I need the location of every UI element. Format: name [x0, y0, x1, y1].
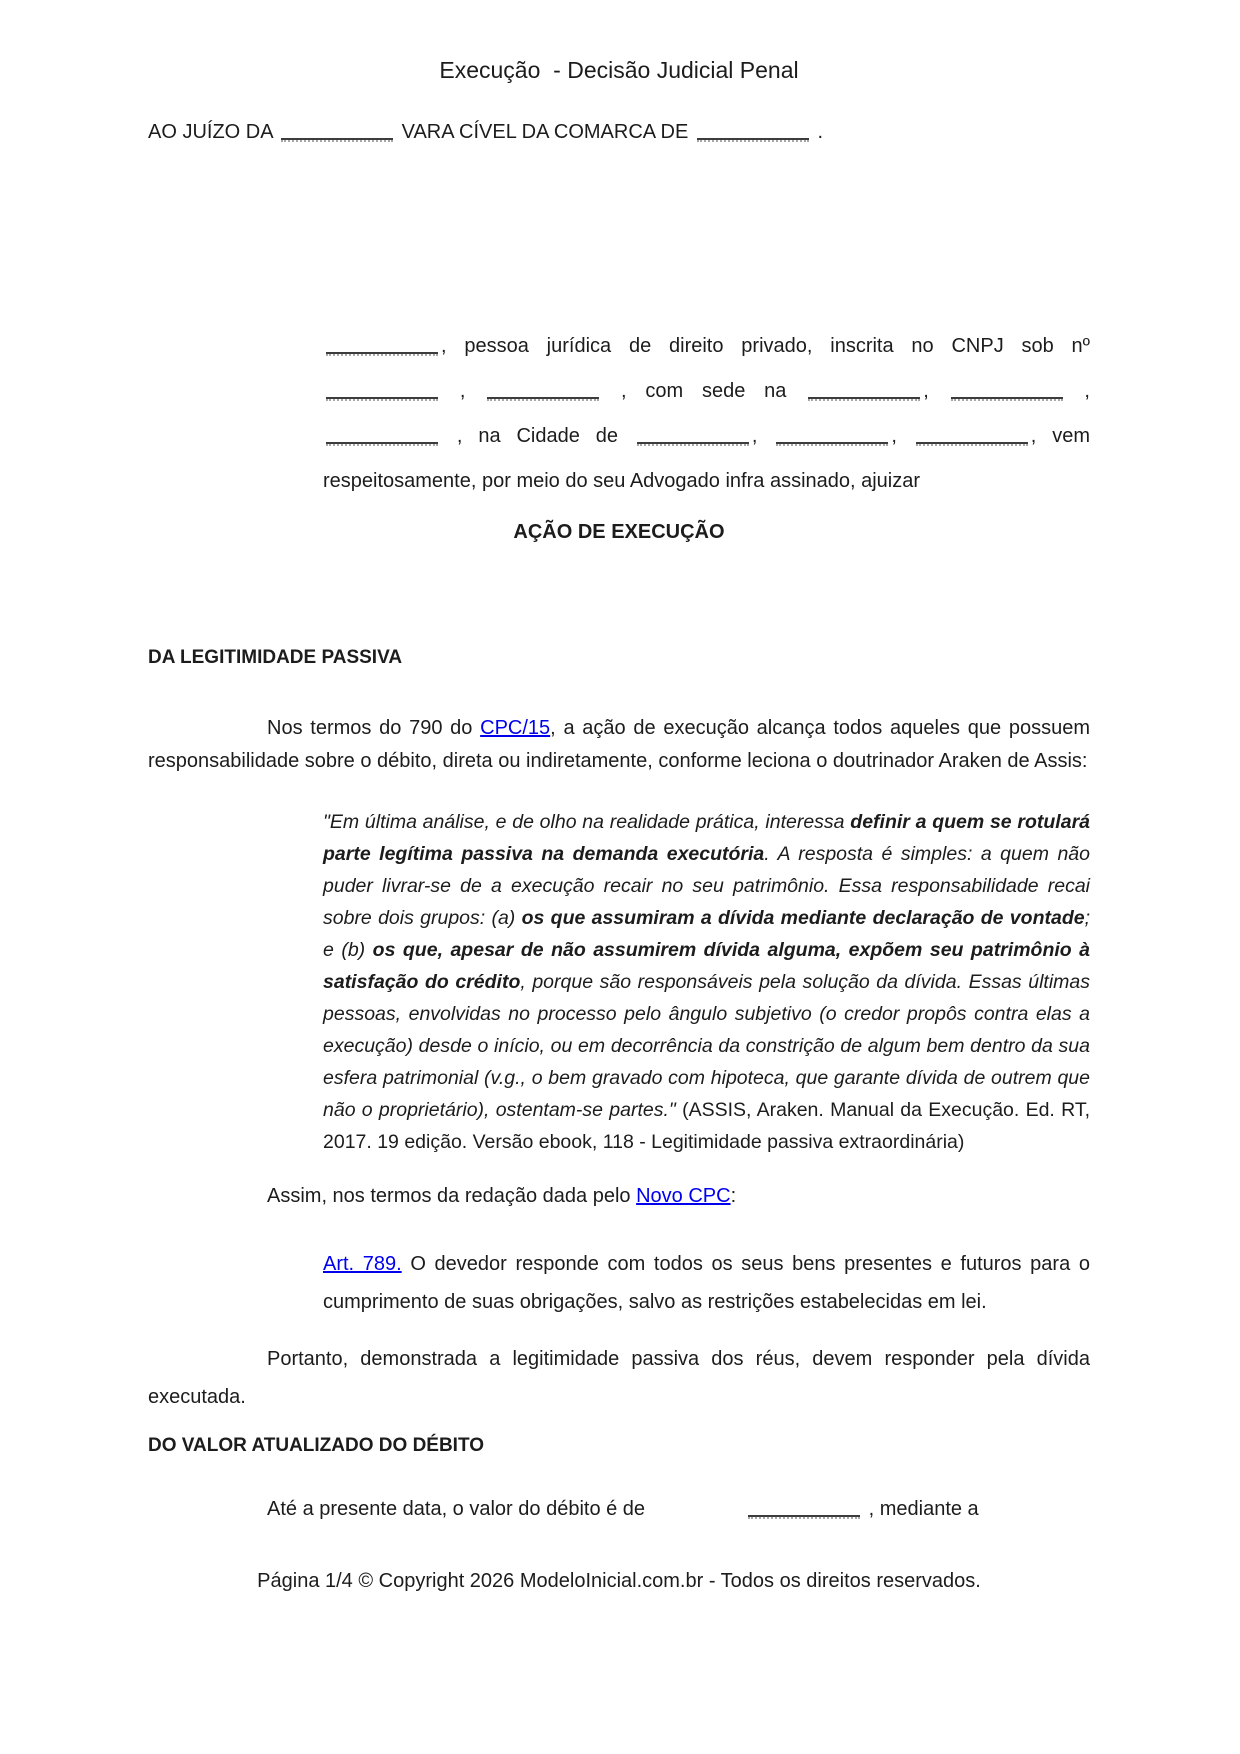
intro-text: , a ação de execução alcança todos aqueles que possuem responsabilidade sobre o débito, direta ou indiretamente, conforme leciona o doutrinador Araken de Assis:	[148, 717, 1090, 772]
blank-field[interactable]	[487, 382, 599, 399]
blank-field-cnpj[interactable]	[326, 382, 438, 399]
intro-text: Nos termos do 790 do	[267, 717, 481, 739]
blank-field[interactable]	[951, 382, 1063, 399]
preamble-text: , com sede na	[602, 380, 806, 402]
preamble-text: ,	[1065, 380, 1090, 402]
blank-field-valor-debito[interactable]	[748, 1500, 860, 1517]
link-novo-cpc[interactable]: Novo CPC	[636, 1185, 731, 1207]
preamble-paragraph	[323, 324, 1090, 504]
quote-text-bold: definir a quem se rotulará parte legítima passiva na demanda executória	[323, 811, 1091, 865]
preamble-text: ,	[441, 380, 485, 402]
quote-text: ; e (b)	[323, 907, 1090, 961]
blank-field[interactable]	[776, 427, 888, 444]
quote-text: , porque são responsáveis pela solução da dívida. Essas últimas pessoas, envolvidas no processo pelo ângulo subjetivo (o credor propôs contra elas a execução) desde o início, ou em decorrência da constrição de algum bem dentro da sua esfera patrimonial (v.g., o bem gravado com hipoteca, que garante dívida de outrem que não o proprietário), ostentam-se partes."	[323, 971, 1090, 1121]
doctrine-quote	[323, 806, 1090, 1158]
valor-paragraph	[148, 1495, 1090, 1523]
quote-text-bold: os que, apesar de não assumirem dívida alguma, expõem seu patrimônio à satisfação do crédito	[323, 939, 1091, 993]
quote-text: "Em última análise, e de olho na realidade prática, interessa	[323, 811, 851, 833]
art-789-block	[323, 1245, 1090, 1321]
preamble-text: ,	[891, 425, 913, 447]
document-title: Execução - Decisão Judicial Penal	[439, 57, 799, 83]
addressing-text-mid: VARA CÍVEL DA COMARCA DE	[396, 121, 694, 143]
preamble-text: , pessoa jurídica de direito privado, inscrita no CNPJ sob nº	[441, 335, 1090, 357]
link-cpc15[interactable]: CPC/15	[480, 717, 551, 739]
preamble-text: , na Cidade de	[441, 425, 634, 447]
blank-field-vara[interactable]	[281, 123, 393, 140]
valor-text: , mediante a	[863, 1498, 979, 1520]
preamble-text: ,	[923, 380, 948, 402]
assim-text: :	[730, 1185, 737, 1207]
addressing-text-pre: AO JUÍZO DA	[148, 121, 279, 143]
legitimidade-intro-paragraph	[148, 712, 1090, 778]
preamble-text: , vem respeitosamente, por meio do seu Advogado infra assinado, ajuizar	[323, 425, 1090, 492]
quote-citation: (ASSIS, Araken. Manual da Execução. Ed. RT, 2017. 19 edição. Versão ebook, 118 - Legitimidade passiva extraordinária)	[323, 1099, 1090, 1153]
portanto-paragraph: Portanto, demonstrada a legitimidade passiva dos réus, devem responder pela dívida executada.	[148, 1348, 1090, 1408]
section-heading-valor: DO VALOR ATUALIZADO DO DÉBITO	[148, 1435, 485, 1456]
valor-text: Até a presente data, o valor do débito é de	[267, 1498, 646, 1520]
addressing-text-end: .	[811, 121, 824, 143]
blank-field-comarca[interactable]	[697, 123, 809, 140]
blank-field[interactable]	[326, 427, 438, 444]
assim-paragraph	[148, 1180, 1090, 1213]
quote-text-bold: os que assumiram a dívida mediante declaração de vontade	[521, 907, 1085, 929]
blank-field-endereco[interactable]	[808, 382, 920, 399]
section-heading-legitimidade: DA LEGITIMIDADE PASSIVA	[148, 647, 403, 668]
link-art-789[interactable]: Art. 789.	[323, 1253, 402, 1275]
blank-field-cidade[interactable]	[637, 427, 749, 444]
page-footer: Página 1/4 © Copyright 2026 ModeloInicial.com.br - Todos os direitos reservados.	[257, 1570, 981, 1592]
art-789-text: O devedor responde com todos os seus bens presentes e futuros para o cumprimento de suas obrigações, salvo as restrições estabelecidas em lei.	[323, 1253, 1090, 1313]
preamble-text: ,	[751, 425, 774, 447]
assim-text: Assim, nos termos da redação dada pelo	[267, 1185, 637, 1207]
blank-field-exequente[interactable]	[326, 337, 438, 354]
blank-field[interactable]	[916, 427, 1028, 444]
action-title: AÇÃO DE EXECUÇÃO	[513, 521, 725, 543]
quote-text: . A resposta é simples: a quem não puder livrar-se de a execução recair no seu patrimônio. Essa responsabilidade recai sobre dois grupos: (a)	[323, 843, 1090, 929]
addressing-line	[148, 118, 1090, 146]
